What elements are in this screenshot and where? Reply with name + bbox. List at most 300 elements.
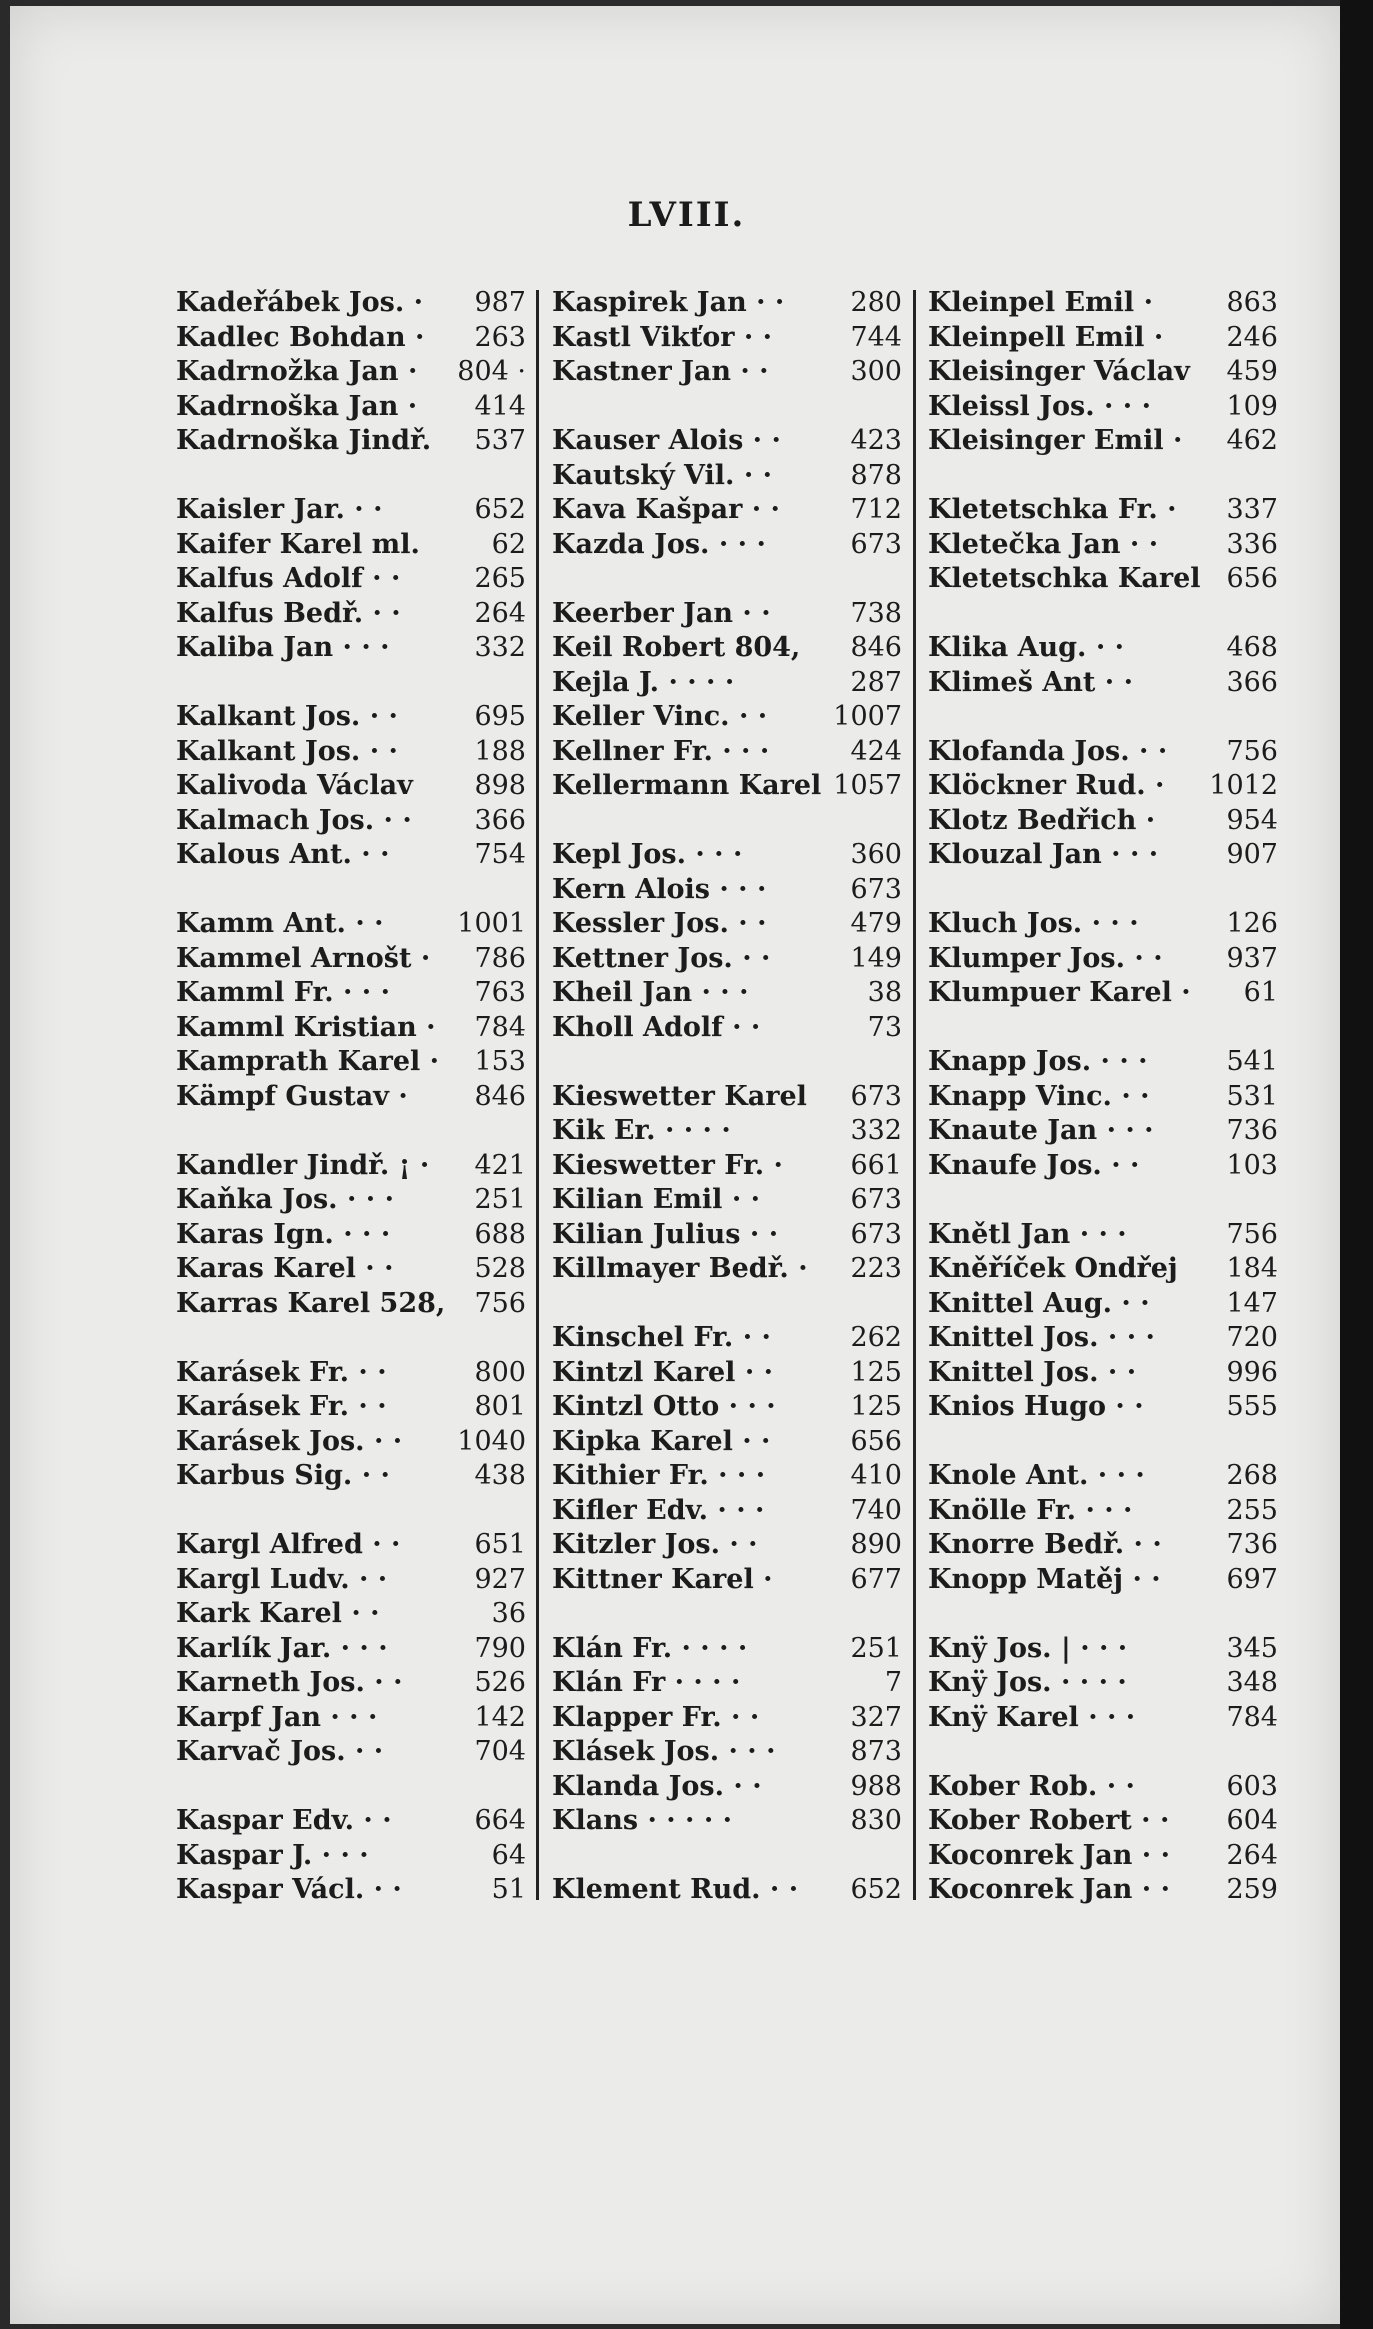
entry-name: Karas Karel · · [176, 1253, 394, 1284]
index-entry [176, 873, 526, 908]
index-entry [176, 942, 526, 977]
index-entry [176, 1528, 526, 1563]
index-entry [176, 735, 526, 770]
entry-page-number: 459 [1226, 356, 1278, 387]
entry-name: Kamml Fr. · · · [176, 977, 390, 1008]
entry-page-number: 898 [474, 770, 526, 801]
entry-name: Kalkant Jos. · · [176, 701, 398, 732]
entry-name: Kletetschka Fr. · [928, 494, 1177, 525]
index-entry [552, 1632, 902, 1667]
index-entry [176, 1287, 526, 1322]
index-entry [552, 528, 902, 563]
entry-name: Klöckner Rud. · [928, 770, 1165, 801]
index-entry [176, 1356, 526, 1391]
entry-name: Killmayer Bedř. · [552, 1253, 808, 1284]
entry-name: Karlík Jar. · · · [176, 1632, 388, 1664]
entry-page-number: 790 [474, 1632, 526, 1664]
index-entry [552, 907, 902, 942]
entry-name: Kava Kašpar · · [552, 494, 780, 525]
entry-page-number: 51 [491, 1874, 526, 1905]
entry-name: Koconrek Jan · · [928, 1839, 1170, 1871]
entry-page-number: 438 [474, 1460, 526, 1491]
entry-name: Kleisinger Václav [928, 356, 1190, 387]
index-entry [552, 1045, 902, 1080]
entry-name: Kargl Ludv. · · [176, 1563, 388, 1595]
entry-page-number: 64 [491, 1839, 526, 1871]
entry-name: Karásek Fr. · · [176, 1356, 387, 1388]
entry-name: Kadrnožka Jan · [176, 356, 418, 387]
index-entry [928, 631, 1278, 666]
index-entry [552, 1183, 902, 1218]
entry-name: Klouzal Jan · · · [928, 839, 1159, 870]
entry-page-number: 664 [474, 1805, 526, 1836]
entry-page-number: 265 [474, 563, 526, 594]
entry-name: Klika Aug. · · [928, 632, 1125, 663]
entry-name: Koconrek Jan · · [928, 1874, 1170, 1905]
entry-page-number: 784 [1226, 1701, 1278, 1733]
index-entry [552, 390, 902, 425]
column-divider [913, 290, 916, 1900]
index-entry [176, 700, 526, 735]
entry-name: Kletetschka Karel [928, 563, 1201, 594]
index-entry [176, 1252, 526, 1287]
entry-name: Knÿ Jos. | · · · [928, 1632, 1128, 1664]
entry-page-number: 1007 [833, 701, 902, 732]
entry-name: Kandler Jindř. ¡ · [176, 1149, 430, 1181]
entry-page-number: 603 [1226, 1770, 1278, 1802]
entry-page-number: 125 [850, 1356, 902, 1388]
index-entry [928, 1045, 1278, 1080]
entry-page-number: 526 [474, 1667, 526, 1698]
index-entry [552, 1701, 902, 1736]
entry-page-number: 878 [850, 459, 902, 491]
entry-name: Knapp Jos. · · · [928, 1046, 1148, 1077]
index-entry [928, 1183, 1278, 1218]
entry-name: Kadrnoška Jan · [176, 390, 418, 422]
entry-name: Kalfus Bedř. · · [176, 597, 401, 629]
entry-name: Kastl Vikťor · · [552, 321, 773, 353]
entry-page-number: 142 [474, 1701, 526, 1733]
entry-page-number: 756 [474, 1287, 526, 1319]
entry-name: Klán Fr · · · · [552, 1667, 741, 1698]
entry-page-number: 846 [850, 632, 902, 663]
entry-name: Karas Ign. · · · [176, 1218, 391, 1250]
entry-name: Klásek Jos. · · · [552, 1736, 776, 1767]
entry-name: Karásek Fr. · · [176, 1391, 387, 1422]
index-entry [552, 562, 902, 597]
entry-page-number: 103 [1226, 1149, 1278, 1181]
index-entry [552, 1080, 902, 1115]
index-entry [928, 597, 1278, 632]
entry-page-number: 1057 [833, 770, 902, 801]
entry-name: Karásek Jos. · · [176, 1425, 403, 1457]
index-entry [552, 597, 902, 632]
entry-name: Karbus Sig. · · [176, 1460, 390, 1491]
entry-page-number: 345 [1226, 1632, 1278, 1664]
index-entry [176, 1459, 526, 1494]
entry-name: Kejla J. · · · · [552, 666, 735, 698]
index-entry [552, 1735, 902, 1770]
index-entry [552, 1390, 902, 1425]
index-column-3 [928, 286, 1278, 1908]
index-entry [176, 597, 526, 632]
entry-page-number: 414 [474, 390, 526, 422]
index-entry [928, 1804, 1278, 1839]
entry-name: Kleisinger Emil · [928, 425, 1183, 456]
column-divider [536, 290, 539, 1900]
entry-page-number: 153 [474, 1046, 526, 1077]
entry-name: Kletečka Jan · · [928, 528, 1159, 560]
index-entry [176, 286, 526, 321]
entry-name: Karvač Jos. · · [176, 1736, 384, 1767]
index-entry [928, 1735, 1278, 1770]
index-entry [928, 804, 1278, 839]
entry-name: Keil Robert 804, [552, 632, 801, 663]
entry-page-number: 996 [1226, 1356, 1278, 1388]
entry-name: Kleinpel Emil · [928, 287, 1153, 318]
index-entry [176, 459, 526, 494]
index-entry [176, 1701, 526, 1736]
index-entry [928, 1563, 1278, 1598]
entry-name: Kithier Fr. · · · [552, 1460, 766, 1491]
entry-name: Knole Ant. · · · [928, 1460, 1145, 1491]
entry-page-number: 652 [474, 494, 526, 525]
entry-name: Kifler Edv. · · · [552, 1494, 765, 1526]
entry-page-number: 280 [850, 287, 902, 318]
page-number: LVIII. [627, 195, 746, 235]
index-entry [928, 1011, 1278, 1046]
index-entry [928, 355, 1278, 390]
index-entry [552, 459, 902, 494]
entry-name: Kalous Ant. · · [176, 839, 390, 870]
entry-page-number: 188 [474, 735, 526, 767]
entry-page-number: 462 [1226, 425, 1278, 456]
index-entry [928, 424, 1278, 459]
index-entry [176, 528, 526, 563]
entry-name: Karras Karel 528, [176, 1287, 446, 1319]
index-entry [176, 1218, 526, 1253]
index-entry [176, 1321, 526, 1356]
entry-page-number: 424 [850, 735, 902, 767]
index-entry [552, 700, 902, 735]
entry-page-number: 62 [491, 528, 526, 560]
index-entry [176, 493, 526, 528]
index-entry [928, 1632, 1278, 1667]
entry-name: Kitzler Jos. · · [552, 1529, 758, 1560]
entry-name: Kämpf Gustav · [176, 1080, 408, 1112]
entry-page-number: 332 [850, 1115, 902, 1146]
entry-name: Kaspar J. · · · [176, 1839, 369, 1871]
index-entry [176, 666, 526, 701]
entry-name: Kadeřábek Jos. · [176, 287, 424, 318]
entry-page-number: 704 [474, 1736, 526, 1767]
entry-page-number: 125 [850, 1391, 902, 1422]
entry-page-number: 263 [474, 321, 526, 353]
index-entry [552, 804, 902, 839]
index-entry [928, 838, 1278, 873]
index-entry [552, 735, 902, 770]
entry-page-number: 677 [850, 1563, 902, 1595]
entry-page-number: 754 [474, 839, 526, 870]
entry-page-number: 360 [850, 839, 902, 870]
entry-name: Kazda Jos. · · · [552, 528, 766, 560]
index-entry [928, 942, 1278, 977]
entry-page-number: 366 [474, 804, 526, 836]
entry-name: Knios Hugo · · [928, 1391, 1144, 1422]
index-entry [928, 390, 1278, 425]
entry-page-number: 873 [850, 1736, 902, 1767]
entry-page-number: 36 [491, 1598, 526, 1629]
entry-page-number: 736 [1226, 1115, 1278, 1146]
index-entry [552, 424, 902, 459]
entry-page-number: 555 [1226, 1391, 1278, 1422]
index-entry [928, 1701, 1278, 1736]
entry-page-number: 366 [1226, 666, 1278, 698]
index-entry [176, 1597, 526, 1632]
entry-page-number: 804 · [457, 356, 526, 387]
index-entry [552, 1873, 902, 1908]
entry-name: Kleinpell Emil · [928, 321, 1164, 353]
entry-page-number: 756 [1226, 1218, 1278, 1250]
entry-page-number: 756 [1226, 735, 1278, 767]
entry-name: Knopp Matěj · · [928, 1563, 1161, 1595]
entry-name: Kluch Jos. · · · [928, 908, 1139, 939]
entry-name: Kalmach Jos. · · [176, 804, 412, 836]
entry-name: Kaisler Jar. · · [176, 494, 383, 525]
index-entry [928, 735, 1278, 770]
entry-page-number: 890 [850, 1529, 902, 1560]
entry-page-number: 38 [867, 977, 902, 1008]
entry-name: Kellner Fr. · · · [552, 735, 770, 767]
index-entry [176, 769, 526, 804]
entry-name: Kamml Kristian · [176, 1011, 436, 1043]
index-entry [176, 804, 526, 839]
entry-name: Klotz Bedřich · [928, 804, 1156, 836]
index-entry [552, 355, 902, 390]
index-entry [552, 942, 902, 977]
entry-page-number: 223 [850, 1253, 902, 1284]
entry-page-number: 863 [1226, 287, 1278, 318]
index-entry [928, 286, 1278, 321]
entry-page-number: 656 [1226, 563, 1278, 594]
index-entry [928, 1114, 1278, 1149]
entry-name: Kober Rob. · · [928, 1770, 1135, 1802]
page-edge [1340, 0, 1373, 2329]
entry-name: Kilian Emil · · [552, 1184, 761, 1215]
index-entry [176, 1011, 526, 1046]
index-entry [176, 321, 526, 356]
index-entry [552, 1804, 902, 1839]
index-entry [176, 907, 526, 942]
entry-name: Knaufe Jos. · · [928, 1149, 1140, 1181]
index-column-2 [552, 286, 902, 1908]
entry-name: Kautský Vil. · · [552, 459, 773, 491]
index-entry [552, 1149, 902, 1184]
index-entry [552, 666, 902, 701]
entry-name: Kettner Jos. · · [552, 942, 771, 974]
entry-page-number: 697 [1226, 1563, 1278, 1595]
entry-name: Knětl Jan · · · [928, 1218, 1127, 1250]
entry-page-number: 656 [850, 1425, 902, 1457]
entry-name: Kintzl Otto · · · [552, 1391, 776, 1422]
index-entry [552, 1770, 902, 1805]
entry-page-number: 1001 [457, 908, 526, 939]
index-entry [176, 1149, 526, 1184]
entry-page-number: 332 [474, 632, 526, 663]
entry-name: Kober Robert · · [928, 1805, 1170, 1836]
entry-name: Kleissl Jos. · · · [928, 390, 1152, 422]
entry-page-number: 537 [474, 425, 526, 456]
index-entry [928, 1252, 1278, 1287]
entry-page-number: 661 [850, 1149, 902, 1181]
entry-page-number: 786 [474, 942, 526, 974]
entry-name: Kalivoda Václav [176, 770, 413, 801]
entry-page-number: 246 [1226, 321, 1278, 353]
entry-name: Kněříček Ondřej [928, 1253, 1178, 1284]
entry-page-number: 255 [1226, 1494, 1278, 1526]
entry-page-number: 736 [1226, 1529, 1278, 1560]
index-entry [928, 562, 1278, 597]
index-entry [176, 1735, 526, 1770]
index-entry [552, 321, 902, 356]
entry-name: Kaňka Jos. · · · [176, 1184, 394, 1215]
entry-page-number: 987 [474, 287, 526, 318]
index-entry [928, 976, 1278, 1011]
index-entry [928, 1425, 1278, 1460]
index-entry [552, 1839, 902, 1874]
entry-page-number: 1012 [1209, 770, 1278, 801]
index-entry [552, 838, 902, 873]
entry-name: Kamm Ant. · · [176, 908, 384, 939]
entry-page-number: 264 [1226, 1839, 1278, 1871]
entry-page-number: 541 [1226, 1046, 1278, 1077]
index-entry [552, 1321, 902, 1356]
entry-page-number: 528 [474, 1253, 526, 1284]
index-entry [176, 1632, 526, 1667]
index-entry [552, 873, 902, 908]
index-entry [176, 1390, 526, 1425]
entry-page-number: 73 [867, 1011, 902, 1043]
entry-page-number: 763 [474, 977, 526, 1008]
index-entry [928, 1873, 1278, 1908]
entry-name: Kik Er. · · · · [552, 1115, 731, 1146]
entry-page-number: 126 [1226, 908, 1278, 939]
index-entry [176, 1183, 526, 1218]
index-entry [176, 1425, 526, 1460]
index-entry [552, 976, 902, 1011]
entry-page-number: 327 [850, 1701, 902, 1733]
entry-name: Karpf Jan · · · [176, 1701, 378, 1733]
entry-name: Knittel Jos. · · · [928, 1322, 1155, 1353]
index-entry [552, 286, 902, 321]
entry-name: Knittel Aug. · · [928, 1287, 1150, 1319]
entry-name: Kaliba Jan · · · [176, 632, 390, 663]
entry-name: Kalfus Adolf · · [176, 563, 401, 594]
entry-name: Kaspar Václ. · · [176, 1874, 402, 1905]
index-entry [552, 1356, 902, 1391]
entry-page-number: 673 [850, 1184, 902, 1215]
entry-name: Knorre Bedř. · · [928, 1529, 1162, 1560]
index-entry [928, 1770, 1278, 1805]
entry-name: Klimeš Ant · · [928, 666, 1133, 698]
entry-name: Klumpuer Karel · [928, 977, 1191, 1008]
entry-name: Kammel Arnošt · [176, 942, 431, 974]
entry-page-number: 652 [850, 1874, 902, 1905]
entry-page-number: 1040 [457, 1425, 526, 1457]
entry-name: Klanda Jos. · · [552, 1770, 762, 1802]
entry-page-number: 149 [850, 942, 902, 974]
entry-page-number: 531 [1226, 1080, 1278, 1112]
index-entry [928, 907, 1278, 942]
entry-page-number: 830 [850, 1805, 902, 1836]
entry-page-number: 937 [1226, 942, 1278, 974]
index-entry [552, 1563, 902, 1598]
entry-page-number: 184 [1226, 1253, 1278, 1284]
index-entry [176, 1080, 526, 1115]
entry-page-number: 954 [1226, 804, 1278, 836]
index-entry [928, 1287, 1278, 1322]
entry-name: Kalkant Jos. · · [176, 735, 398, 767]
index-entry [552, 1666, 902, 1701]
entry-name: Kargl Alfred · · [176, 1529, 401, 1560]
entry-name: Klans · · · · · [552, 1805, 733, 1836]
index-entry [176, 1770, 526, 1805]
entry-page-number: 251 [474, 1184, 526, 1215]
index-entry [552, 1114, 902, 1149]
entry-name: Kieswetter Fr. · [552, 1149, 783, 1181]
index-entry [928, 1080, 1278, 1115]
index-entry [928, 1218, 1278, 1253]
entry-name: Kellermann Karel [552, 770, 822, 801]
entry-page-number: 673 [850, 1080, 902, 1112]
entry-name: Kark Karel · · [176, 1598, 380, 1629]
entry-page-number: 479 [850, 908, 902, 939]
index-entry [176, 976, 526, 1011]
index-entry [928, 666, 1278, 701]
entry-page-number: 673 [850, 1218, 902, 1250]
entry-page-number: 264 [474, 597, 526, 629]
index-entry [928, 1390, 1278, 1425]
entry-page-number: 468 [1226, 632, 1278, 663]
entry-name: Kheil Jan · · · [552, 977, 749, 1008]
entry-name: Kepl Jos. · · · [552, 839, 743, 870]
entry-page-number: 337 [1226, 494, 1278, 525]
entry-page-number: 348 [1226, 1667, 1278, 1698]
entry-page-number: 695 [474, 701, 526, 732]
entry-page-number: 421 [474, 1149, 526, 1181]
index-entry [176, 1804, 526, 1839]
index-entry [928, 873, 1278, 908]
entry-name: Kipka Karel · · [552, 1425, 771, 1457]
index-entry [176, 1839, 526, 1874]
entry-page-number: 300 [850, 356, 902, 387]
index-entry [176, 1666, 526, 1701]
entry-page-number: 740 [850, 1494, 902, 1526]
index-entry [176, 1045, 526, 1080]
entry-page-number: 259 [1226, 1874, 1278, 1905]
entry-name: Kintzl Karel · · [552, 1356, 774, 1388]
entry-page-number: 109 [1226, 390, 1278, 422]
entry-page-number: 846 [474, 1080, 526, 1112]
index-entry [928, 1839, 1278, 1874]
entry-name: Knölle Fr. · · · [928, 1494, 1133, 1526]
entry-name: Karneth Jos. · · [176, 1667, 403, 1698]
index-entry [552, 1287, 902, 1322]
entry-page-number: 688 [474, 1218, 526, 1250]
index-entry [552, 1528, 902, 1563]
entry-name: Klement Rud. · · [552, 1874, 799, 1905]
entry-page-number: 673 [850, 528, 902, 560]
